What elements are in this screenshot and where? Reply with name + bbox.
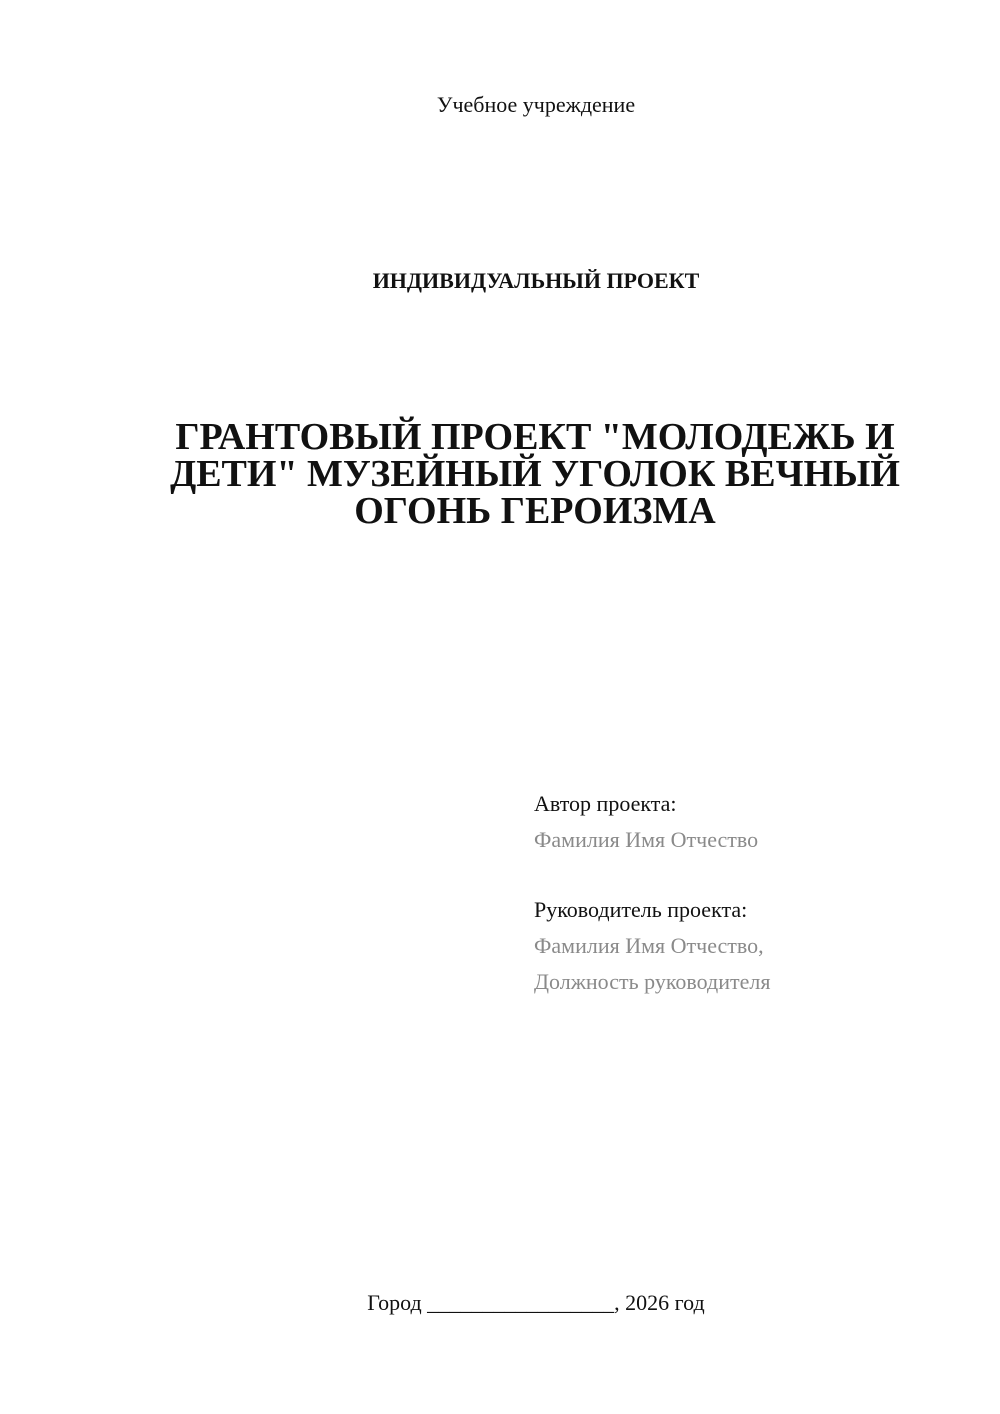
project-type-heading: ИНДИВИДУАЛЬНЫЙ ПРОЕКТ	[372, 268, 700, 293]
supervisor-block	[534, 892, 974, 1000]
supervisor-position: Должность руководителя	[534, 969, 771, 994]
supervisor-name: Фамилия Имя Отчество,	[534, 933, 764, 958]
author-name: Фамилия Имя Отчество	[534, 827, 759, 852]
city-year-line: Город _________________, 2026 год	[367, 1290, 705, 1315]
supervisor-label: Руководитель проекта:	[534, 897, 748, 922]
institution-name: Учебное учреждение	[436, 92, 636, 117]
author-label: Автор проекта:	[534, 791, 677, 816]
author-block	[534, 786, 974, 858]
project-title: ГРАНТОВЫЙ ПРОЕКТ "МОЛОДЕЖЬ И ДЕТИ" МУЗЕЙНЫЙ УГОЛОК ВЕЧНЫЙ ОГОНЬ ГЕРОИЗМА	[170, 416, 900, 532]
